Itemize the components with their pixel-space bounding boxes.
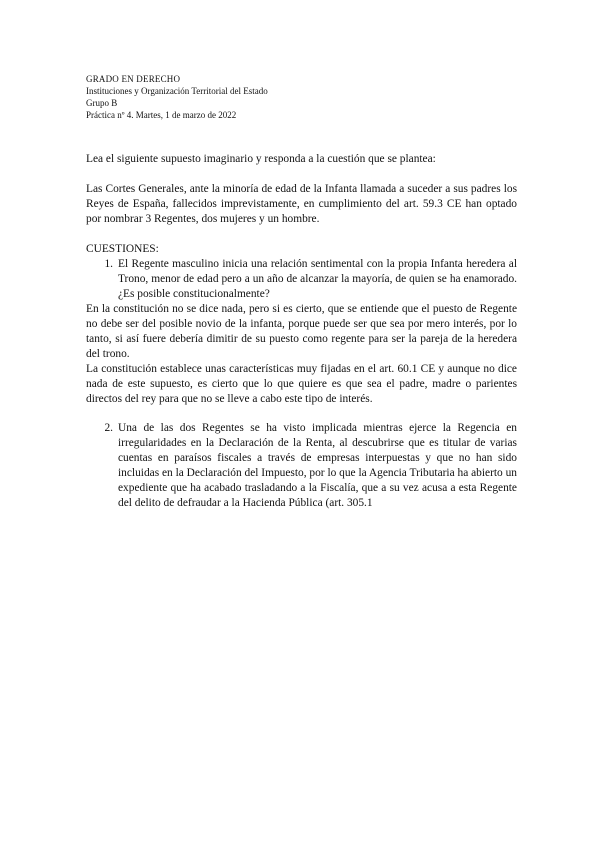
question-number: 2.: [104, 422, 113, 434]
answer-paragraph: La constitución establece unas características muy fijadas en el art. 60.1 CE y aunque no dice nada de este supuesto, es cierto que lo que quiere es que sea el padre, madre o parientes directos del rey para que no se lleve a cabo este tipo de interés.: [86, 363, 517, 405]
scenario-paragraph: Las Cortes Generales, ante la minoría de edad de la Infanta llamada a suceder a sus padres los Reyes de España, fallecidos imprevistamente, en cumplimiento del art. 59.3 CE han optado por nombrar 3 Regentes, dos mujeres y un hombre.: [86, 183, 517, 225]
document-header: [86, 73, 506, 121]
question-number: 1.: [104, 258, 113, 270]
question-item: [86, 421, 517, 511]
answer-paragraph: En la constitución no se dice nada, pero si es cierto, que se entiende que el puesto de Regente no debe ser del posible novio de la infanta, porque puede ser que sea por mero interés, por lo tanto, si así fuere debería dimitir de su puesto como regente para ser la pareja de la heredera del trono.: [86, 303, 517, 360]
group-name: Grupo B: [86, 98, 118, 108]
question-text: El Regente masculino inicia una relación sentimental con la propia Infanta heredera al Trono, menor de edad pero a un año de alcanzar la mayoría, de quien se ha enamorado. ¿Es posible constitucionalmente?: [118, 258, 517, 300]
practice-date: Práctica nº 4. Martes, 1 de marzo de 2022: [86, 110, 237, 120]
intro-paragraph: Lea el siguiente supuesto imaginario y responda a la cuestión que se plantea:: [86, 153, 436, 165]
question-item: [86, 257, 517, 302]
question-text: Una de las dos Regentes se ha visto implicada mientras ejerce la Regencia en irregularidades en la Declaración de la Renta, al descubrirse que es titular de varias cuentas en paraísos fiscales a través de empresas interpuestas y que no han sido incluidas en la Declaración del Impuesto, por lo que la Agencia Tributaria ha abierto un expediente que ha acabado trasladando a la Fiscalía, que a su vez acusa a esta Regente del delito de defraudar a la Hacienda Pública (art. 305.1: [118, 422, 517, 509]
document-body: [86, 152, 517, 511]
questions-heading: CUESTIONES:: [86, 243, 159, 255]
paragraph-spacer: [86, 407, 517, 421]
degree-title: GRADO EN DERECHO: [86, 74, 181, 84]
course-name: Instituciones y Organización Territorial del Estado: [86, 86, 268, 96]
